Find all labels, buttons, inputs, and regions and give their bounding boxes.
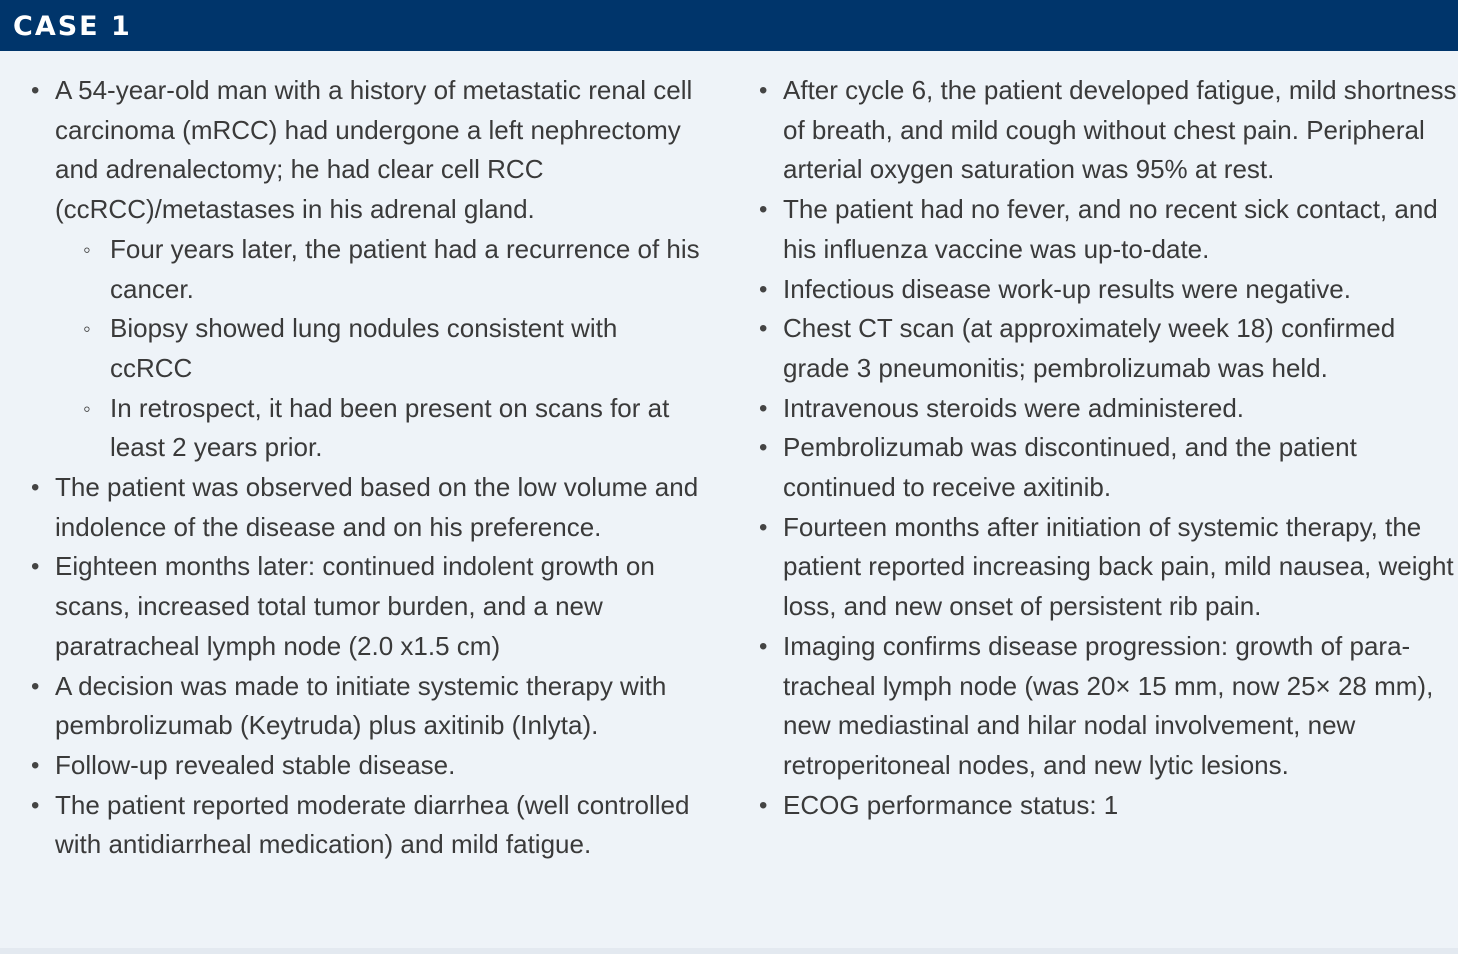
right-bullet-list bbox=[740, 71, 1458, 825]
list-item: • Fourteen months after initiation of systemic therapy, the patient reported increasing back pain, mild nausea, weight loss, and new onset of persistent rib pain. bbox=[740, 508, 1458, 627]
list-item: • Follow-up revealed stable disease. bbox=[0, 746, 700, 786]
list-item: • ECOG performance status: 1 bbox=[740, 786, 1458, 826]
list-item: • Intravenous steroids were administered. bbox=[740, 389, 1458, 429]
list-item: • Chest CT scan (at approximately week 18) confirmed grade 3 pneumonitis; pembrolizumab was held. bbox=[740, 309, 1458, 388]
sub-list-item: ◦ Four years later, the patient had a recurrence of his cancer. bbox=[0, 230, 700, 309]
list-item: • Pembrolizumab was discontinued, and the patient continued to receive axitinib. bbox=[740, 428, 1458, 507]
list-item: • The patient was observed based on the low volume and indolence of the disease and on his preference. bbox=[0, 468, 700, 547]
case-content bbox=[0, 51, 1458, 954]
bottom-divider bbox=[0, 948, 1458, 954]
list-item: • The patient had no fever, and no recent sick contact, and his influenza vaccine was up-to-date. bbox=[740, 190, 1458, 269]
list-item: • A decision was made to initiate systemic therapy with pembrolizumab (Keytruda) plus axitinib (Inlyta). bbox=[0, 667, 700, 746]
sub-list-item: ◦ Biopsy showed lung nodules consistent with ccRCC bbox=[0, 309, 700, 388]
right-column bbox=[740, 71, 1458, 825]
case-title: CASE 1 bbox=[13, 11, 132, 42]
list-item: • Infectious disease work-up results were negative. bbox=[740, 270, 1458, 310]
case-header bbox=[0, 0, 1458, 51]
left-column bbox=[0, 71, 700, 865]
list-item: • The patient reported moderate diarrhea (well controlled with antidiarrheal medication) and mild fatigue. bbox=[0, 786, 700, 865]
sub-list-item: ◦ In retrospect, it had been present on scans for at least 2 years prior. bbox=[0, 389, 700, 468]
list-item: • Eighteen months later: continued indolent growth on scans, increased total tumor burden, and a new paratracheal lymph node (2.0 x1.5 cm) bbox=[0, 547, 700, 666]
list-item: • A 54-year-old man with a history of metastatic renal cell carcinoma (mRCC) had undergone a left nephrectomy and adrenalectomy; he had clear cell RCC (ccRCC)/metastases in his adrenal gland. bbox=[0, 71, 700, 230]
list-item: • After cycle 6, the patient developed fatigue, mild shortness of breath, and mild cough without chest pain. Peripheral arterial oxygen saturation was 95% at rest. bbox=[740, 71, 1458, 190]
left-bullet-list bbox=[0, 71, 700, 865]
list-item: • Imaging confirms disease progression: growth of para-tracheal lymph node (was 20× 15 mm, now 25× 28 mm), new mediastinal and hilar nodal involvement, new retroperitoneal nodes, and new lytic lesions. bbox=[740, 627, 1458, 786]
